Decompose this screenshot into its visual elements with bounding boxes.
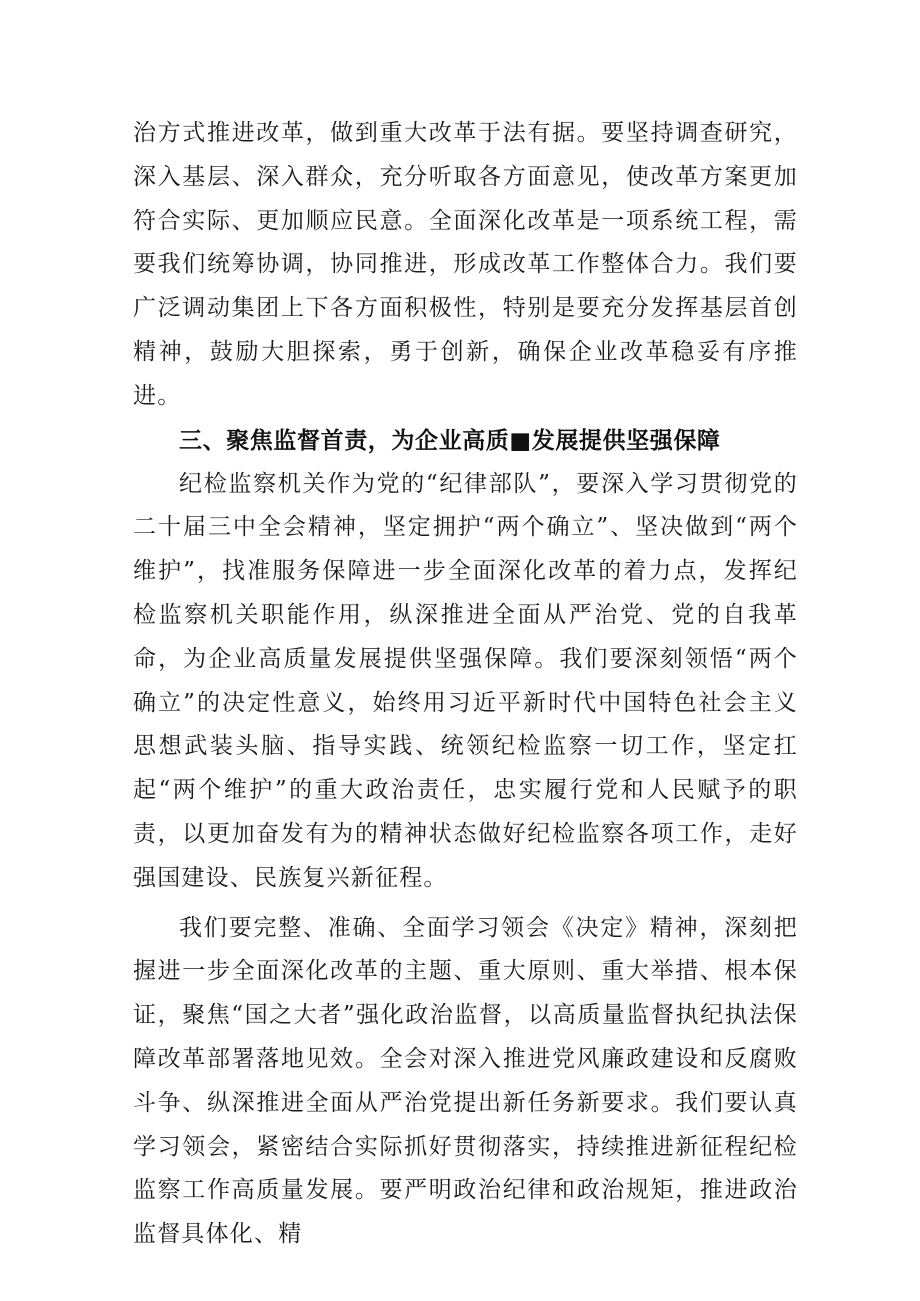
document-body [133,112,798,1257]
body-paragraph-2: 我们要完整、准确、全面学习领会《决定》精神，深刻把握进一步全面深化改革的主题、重大原则、重大举措、根本保证，聚焦“国之大者”强化政治监督，以高质量监督执纪执法保障改革部署落地见效。全会对深入推进党风廉政建设和反腐败斗争、纵深推进全面从严治党提出新任务新要求。我们要认真学习领会，紧密结合实际抓好贯彻落实，持续推进新征程纪检监察工作高质量发展。要严明政治纪律和政治规矩，推进政治监督具体化、精 [133,914,798,1248]
body-paragraph-1: 纪检监察机关作为党的“纪律部队”，要深入学习贯彻党的二十届三中全会精神，坚定拥护“两个确立”、坚决做到“两个维护”，找准服务保障进一步全面深化改革的着力点，发挥纪检监察机关职能作用，纵深推进全面从严治党、党的自我革命，为企业高质量发展提供坚强保障。我们要深刻领悟“两个确立”的决定性意义，始终用习近平新时代中国特色社会主义思想武装头脑、指导实践、统领纪检监察一切工作，坚定扛起“两个维护”的重大政治责任，忠实履行党和人民赋予的职责，以更加奋发有为的精神状态做好纪检监察各项工作，走好强国建设、民族复兴新征程。 [133,470,798,891]
continuation-paragraph: 治方式推进改革，做到重大改革于法有据。要坚持调查研究，深入基层、深入群众，充分听取各方面意见，使改革方案更加符合实际、更加顺应民意。全面深化改革是一项系统工程，需要我们统筹协调，协同推进，形成改革工作整体合力。我们要广泛调动集团上下各方面积极性，特别是要充分发挥基层首创精神，鼓励大胆探索，勇于创新，确保企业改革稳妥有序推进。 [133,120,798,409]
section-heading: 三、聚焦监督首责，为企业高质■发展提供坚强保障 [179,427,721,454]
